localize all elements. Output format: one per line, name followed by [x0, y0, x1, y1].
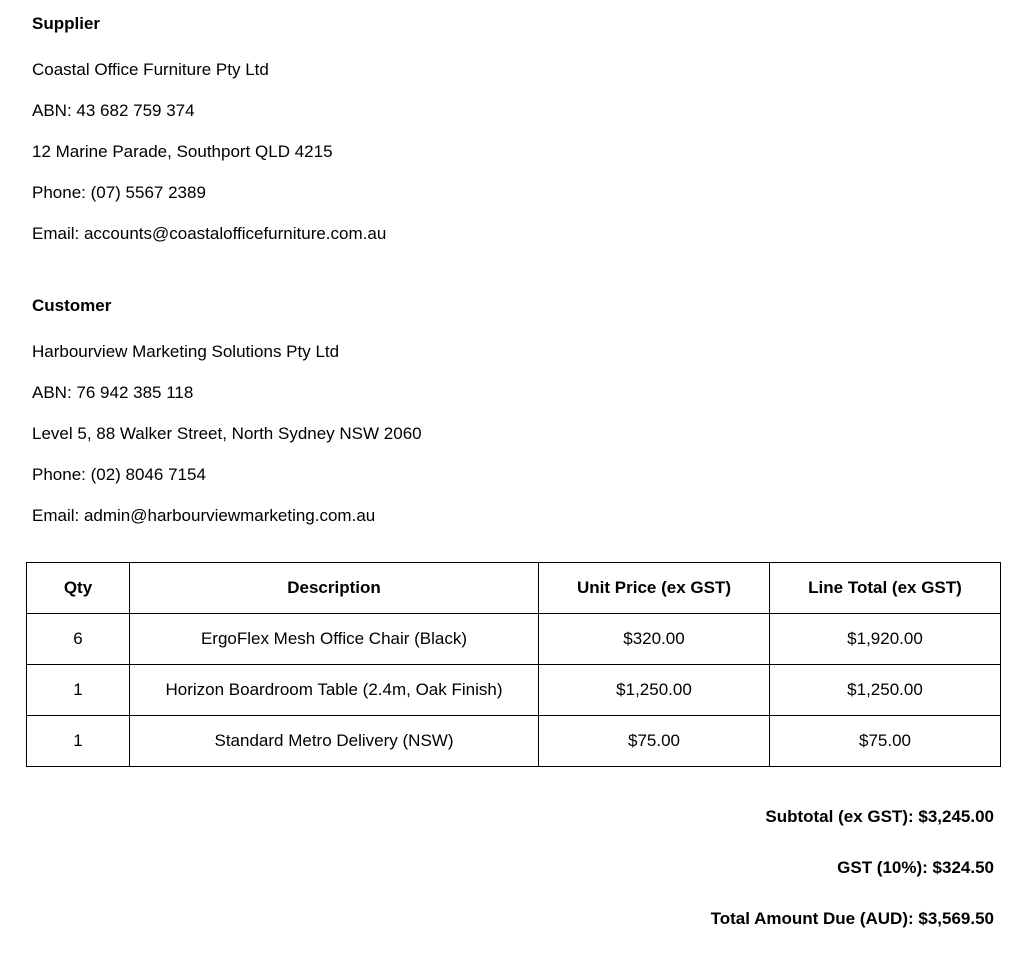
customer-address: Level 5, 88 Walker Street, North Sydney NSW 2060 [32, 424, 422, 443]
table-row [27, 665, 1001, 716]
cell-unit-price: $320.00 [539, 614, 770, 665]
cell-qty: 1 [27, 665, 130, 716]
cell-line-total: $1,920.00 [770, 614, 1001, 665]
customer-heading: Customer [32, 296, 112, 315]
supplier-address: 12 Marine Parade, Southport QLD 4215 [32, 142, 333, 161]
gst-line: GST (10%): $324.50 [837, 858, 994, 877]
table-header-row [27, 563, 1001, 614]
supplier-abn: ABN: 43 682 759 374 [32, 101, 195, 120]
subtotal-line: Subtotal (ex GST): $3,245.00 [765, 807, 994, 826]
cell-unit-price: $1,250.00 [539, 665, 770, 716]
customer-abn: ABN: 76 942 385 118 [32, 383, 194, 402]
customer-phone: Phone: (02) 8046 7154 [32, 465, 206, 484]
line-items-table [26, 562, 1001, 767]
customer-name: Harbourview Marketing Solutions Pty Ltd [32, 342, 340, 361]
header-qty: Qty [27, 563, 130, 614]
supplier-phone: Phone: (07) 5567 2389 [32, 183, 206, 202]
table-row [27, 614, 1001, 665]
totals-section [711, 805, 994, 958]
supplier-name: Coastal Office Furniture Pty Ltd [32, 60, 269, 79]
cell-description: Horizon Boardroom Table (2.4m, Oak Finish) [130, 665, 539, 716]
cell-qty: 1 [27, 716, 130, 767]
cell-description: ErgoFlex Mesh Office Chair (Black) [130, 614, 539, 665]
cell-qty: 6 [27, 614, 130, 665]
header-description: Description [130, 563, 539, 614]
supplier-heading: Supplier [32, 14, 101, 33]
customer-email: Email: admin@harbourviewmarketing.com.au [32, 506, 376, 525]
header-line-total: Line Total (ex GST) [770, 563, 1001, 614]
cell-description: Standard Metro Delivery (NSW) [130, 716, 539, 767]
supplier-section [32, 12, 386, 246]
header-unit-price: Unit Price (ex GST) [539, 563, 770, 614]
cell-line-total: $75.00 [770, 716, 1001, 767]
supplier-email: Email: accounts@coastalofficefurniture.com.au [32, 224, 387, 243]
cell-line-total: $1,250.00 [770, 665, 1001, 716]
table-row [27, 716, 1001, 767]
total-due-line: Total Amount Due (AUD): $3,569.50 [710, 909, 994, 928]
customer-section [32, 294, 422, 528]
cell-unit-price: $75.00 [539, 716, 770, 767]
